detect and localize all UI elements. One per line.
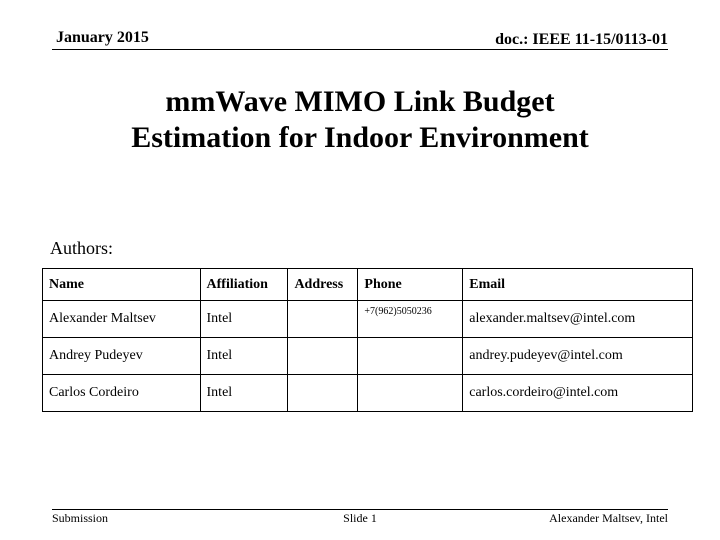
cell-address <box>288 301 358 338</box>
column-header-phone: Phone <box>358 269 463 301</box>
table-header-row <box>43 269 693 301</box>
footer-submission: Submission <box>52 511 109 525</box>
cell-phone <box>358 338 463 375</box>
column-header-affiliation: Affiliation <box>200 269 288 301</box>
cell-affiliation: Intel <box>200 338 288 375</box>
authors-table <box>42 268 693 412</box>
cell-email: alexander.maltsev@intel.com <box>463 301 693 338</box>
column-header-name: Name <box>43 269 201 301</box>
cell-phone: +7(962)5050236 <box>358 301 463 338</box>
cell-name: Andrey Pudeyev <box>43 338 201 375</box>
slide-title-line-1: mmWave MIMO Link Budget <box>165 85 555 118</box>
column-header-address: Address <box>288 269 358 301</box>
header-date: January 2015 <box>56 29 149 46</box>
cell-name: Carlos Cordeiro <box>43 375 201 412</box>
column-header-email: Email <box>463 269 693 301</box>
cell-affiliation: Intel <box>200 375 288 412</box>
cell-name: Alexander Maltsev <box>43 301 201 338</box>
header-divider <box>52 49 668 50</box>
footer-divider <box>52 509 668 510</box>
slide-title <box>0 84 720 156</box>
cell-affiliation: Intel <box>200 301 288 338</box>
cell-email: carlos.cordeiro@intel.com <box>463 375 693 412</box>
footer-slide-number: Slide 1 <box>343 511 377 525</box>
cell-phone <box>358 375 463 412</box>
table-row <box>43 375 693 412</box>
cell-email: andrey.pudeyev@intel.com <box>463 338 693 375</box>
cell-address <box>288 375 358 412</box>
header-doc-id: doc.: IEEE 11-15/0113-01 <box>495 31 668 48</box>
authors-label: Authors: <box>50 238 113 258</box>
slide-title-line-2: Estimation for Indoor Environment <box>131 121 589 154</box>
cell-address <box>288 338 358 375</box>
table-row <box>43 338 693 375</box>
footer-author: Alexander Maltsev, Intel <box>549 511 668 525</box>
table-row <box>43 301 693 338</box>
